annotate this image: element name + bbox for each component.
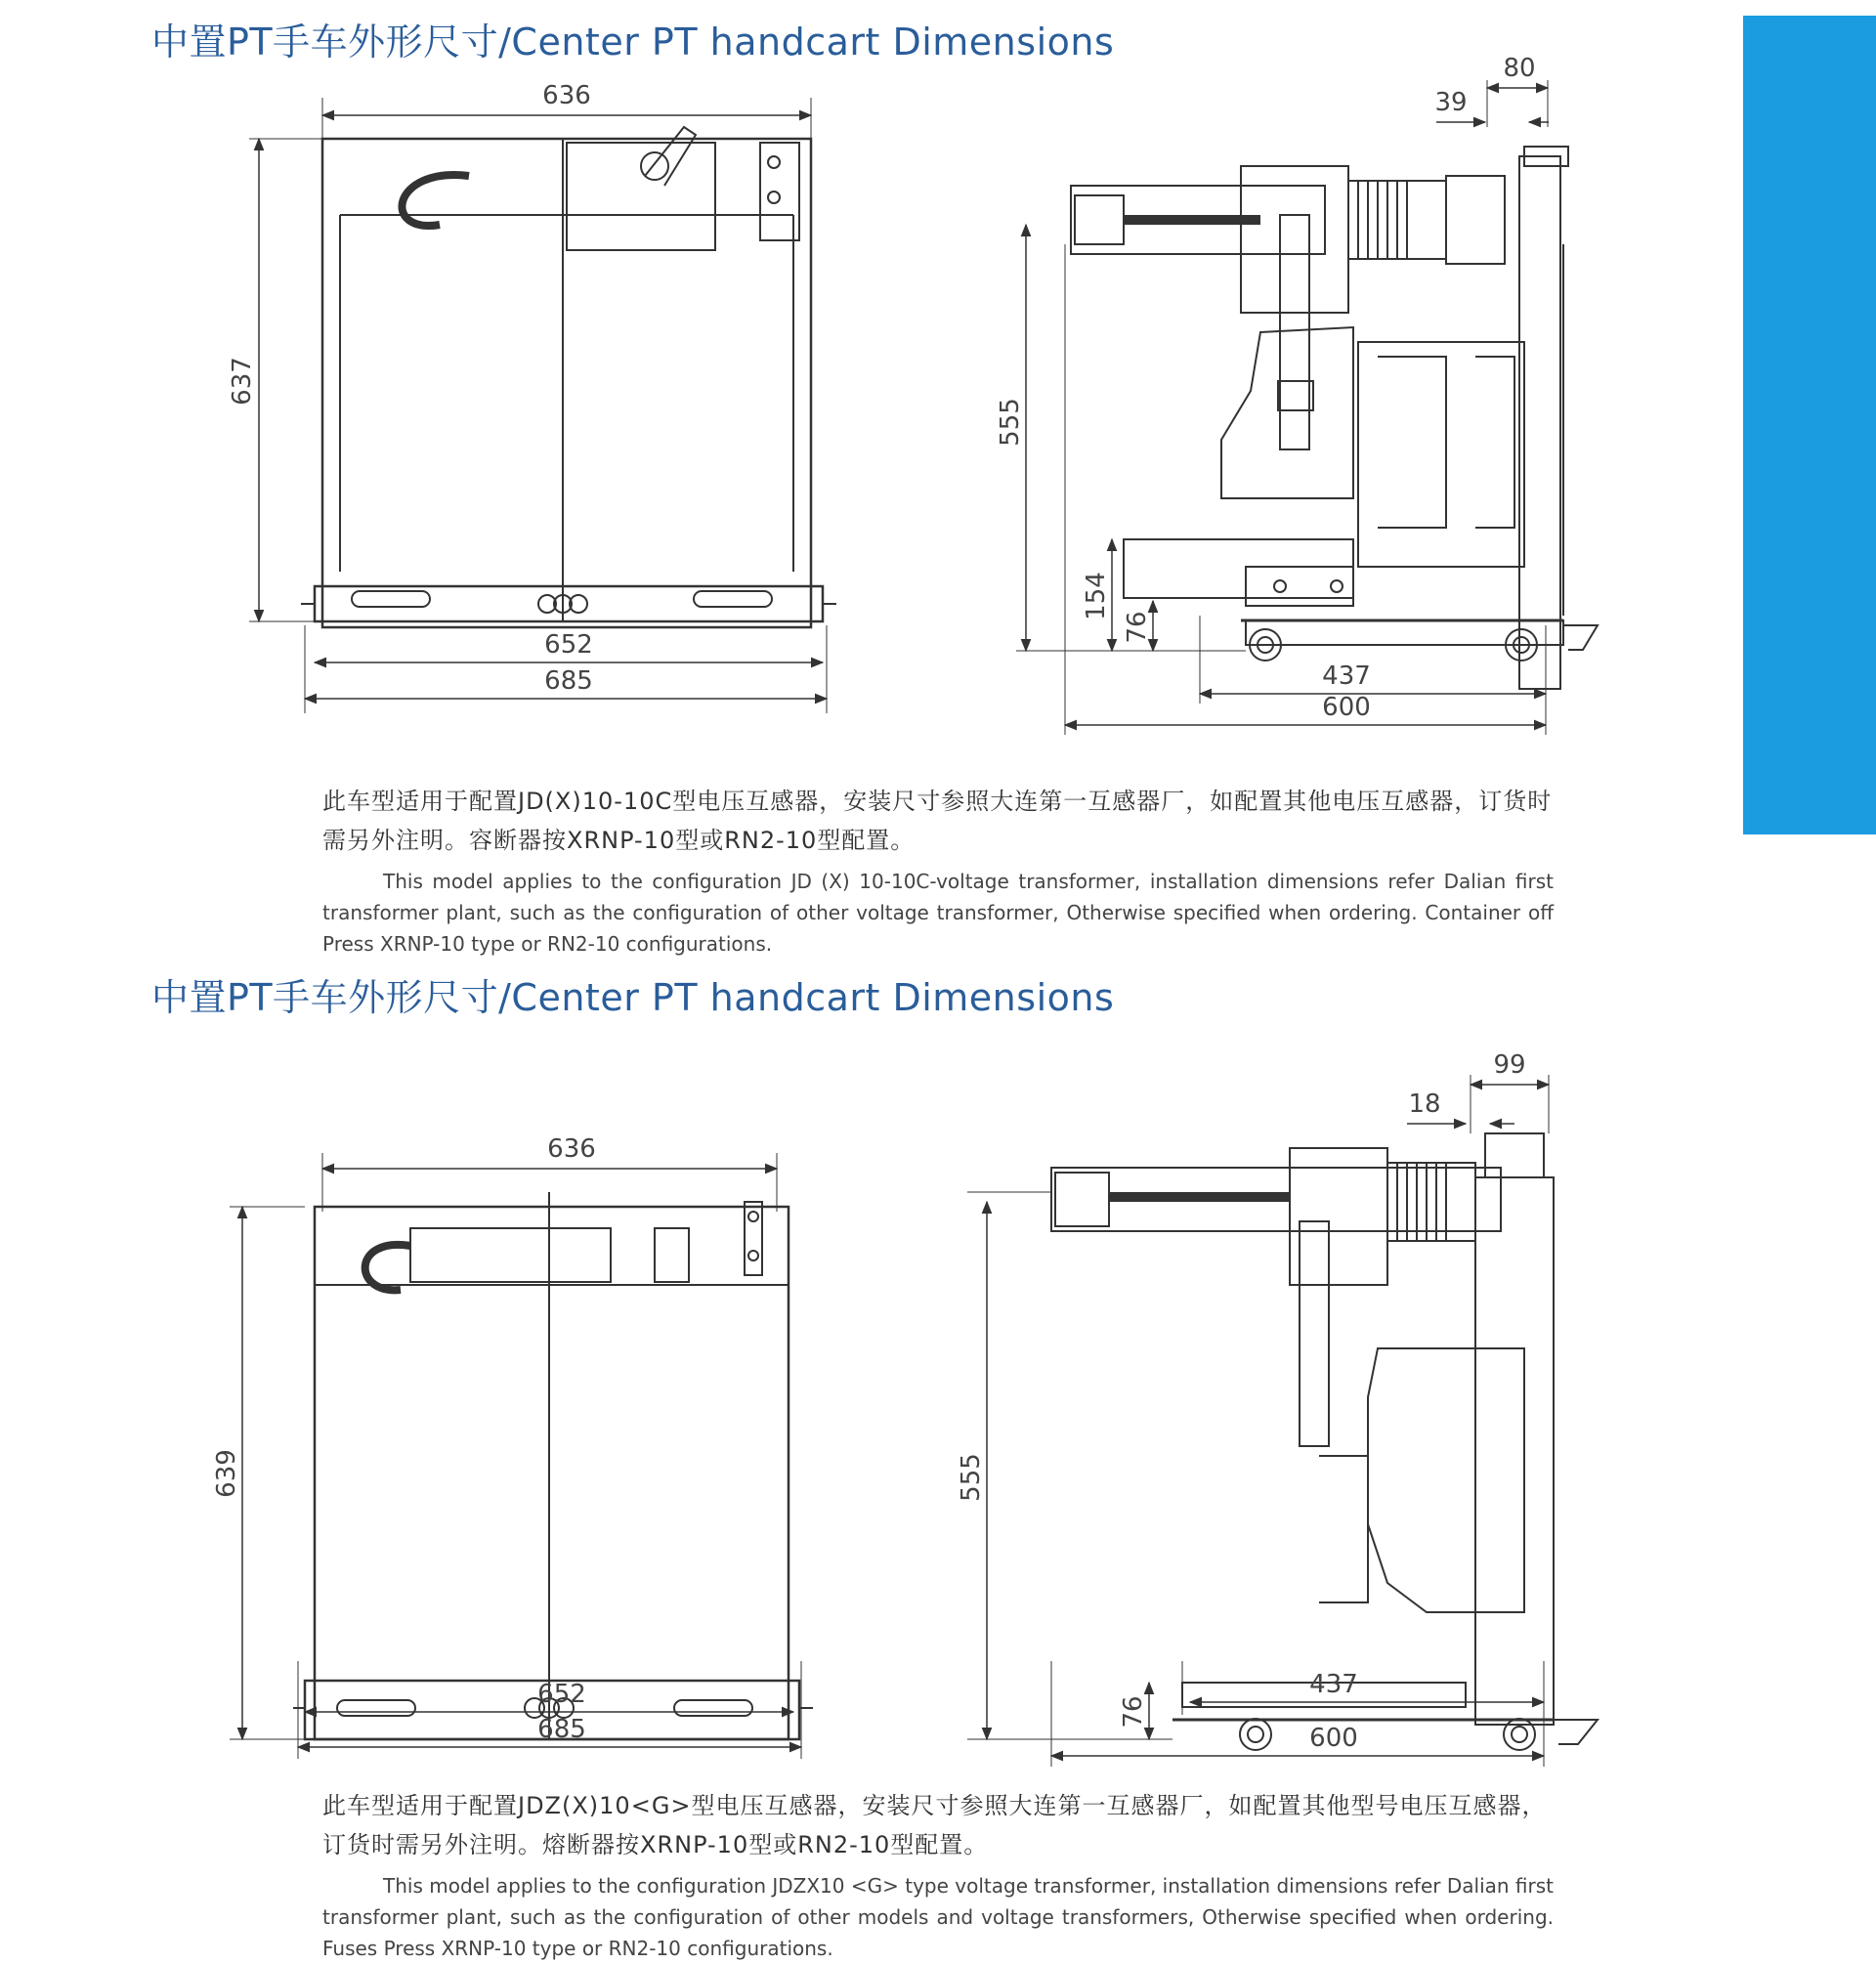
drawing-1: [0, 54, 1661, 772]
dim-offset-b: 39: [1434, 88, 1468, 117]
dim-depth: 600: [1322, 693, 1371, 722]
side-view-2: [967, 1075, 1598, 1750]
description-2: [322, 1786, 1554, 1964]
side-color-bar: [1743, 16, 1876, 834]
dim-base-inner: 652: [544, 630, 593, 660]
section-title-2: 中置PT手车外形尺寸/Center PT handcart Dimensions: [151, 976, 1115, 1019]
dim-front-width: 636: [542, 81, 591, 110]
dim-offset-b-2: 18: [1408, 1089, 1441, 1119]
side-view-1: [1016, 80, 1598, 735]
description-zh-1: 此车型适用于配置JD(X)10-10C型电压互感器，安装尺寸参照大连第一互感器厂，如配置其他电压互感器，订货时需另外注明。容断器按XRNP-10型或RN2-10型配置。: [322, 788, 1553, 854]
description-1: [322, 782, 1554, 960]
description-zh-2: 此车型适用于配置JDZ(X)10<G>型电压互感器，安装尺寸参照大连第一互感器厂，如配置其他型号电压互感器，订货时需另外注明。熔断器按XRNP-10型或RN2-10型配置。: [322, 1792, 1547, 1858]
drawing-2: [0, 1050, 1661, 1759]
drawing-2-lower: [0, 1661, 1661, 1778]
dim-wheel-height-2: 76: [1119, 1695, 1148, 1729]
dim-base-outer: 685: [544, 666, 593, 696]
handcart-drawing-1: [0, 54, 1661, 772]
dim-front-width-2: 636: [547, 1134, 596, 1164]
dim-offset-a-2: 99: [1493, 1050, 1526, 1080]
handcart-drawing-2: [0, 1050, 1661, 1759]
description-en-2: This model applies to the configuration JDZX10 <G> type voltage transformer, installation dimensions refer Dalian first transformer plant, such as the configuration of other models and voltage transformers, Otherwise specified when ordering. Fuses Press XRNP-10 type or RN2-10 configurations.: [322, 1874, 1554, 1960]
dim-depth-2: 600: [1309, 1724, 1358, 1753]
dim-base-inner-2: 652: [537, 1680, 586, 1709]
dim-wheel-height: 76: [1123, 611, 1152, 644]
section-title-1: 中置PT手车外形尺寸/Center PT handcart Dimensions: [151, 21, 1115, 64]
dim-base-outer-2: 685: [537, 1715, 586, 1744]
dim-offset-a: 80: [1503, 54, 1536, 83]
dim-wheelbase-2: 437: [1309, 1670, 1358, 1699]
dim-front-height: 637: [228, 357, 257, 406]
dim-front-height-2: 639: [212, 1449, 241, 1498]
dim-wheelbase: 437: [1322, 662, 1371, 691]
handcart-drawing-2-lower: [0, 1661, 1661, 1778]
description-en-1: This model applies to the configuration JD (X) 10-10C-voltage transformer, installation dimensions refer Dalian first transformer plant, such as the configuration of other voltage transformer, Otherwise specified when ordering. Container off Press XRNP-10 type or RN2-10 configurations.: [322, 870, 1554, 956]
dim-side-height: 555: [996, 398, 1025, 447]
front-view-2: [230, 1153, 813, 1739]
dim-side-height-2: 555: [957, 1453, 986, 1502]
dim-sub-height: 154: [1082, 572, 1111, 620]
front-view-1: [249, 98, 836, 713]
